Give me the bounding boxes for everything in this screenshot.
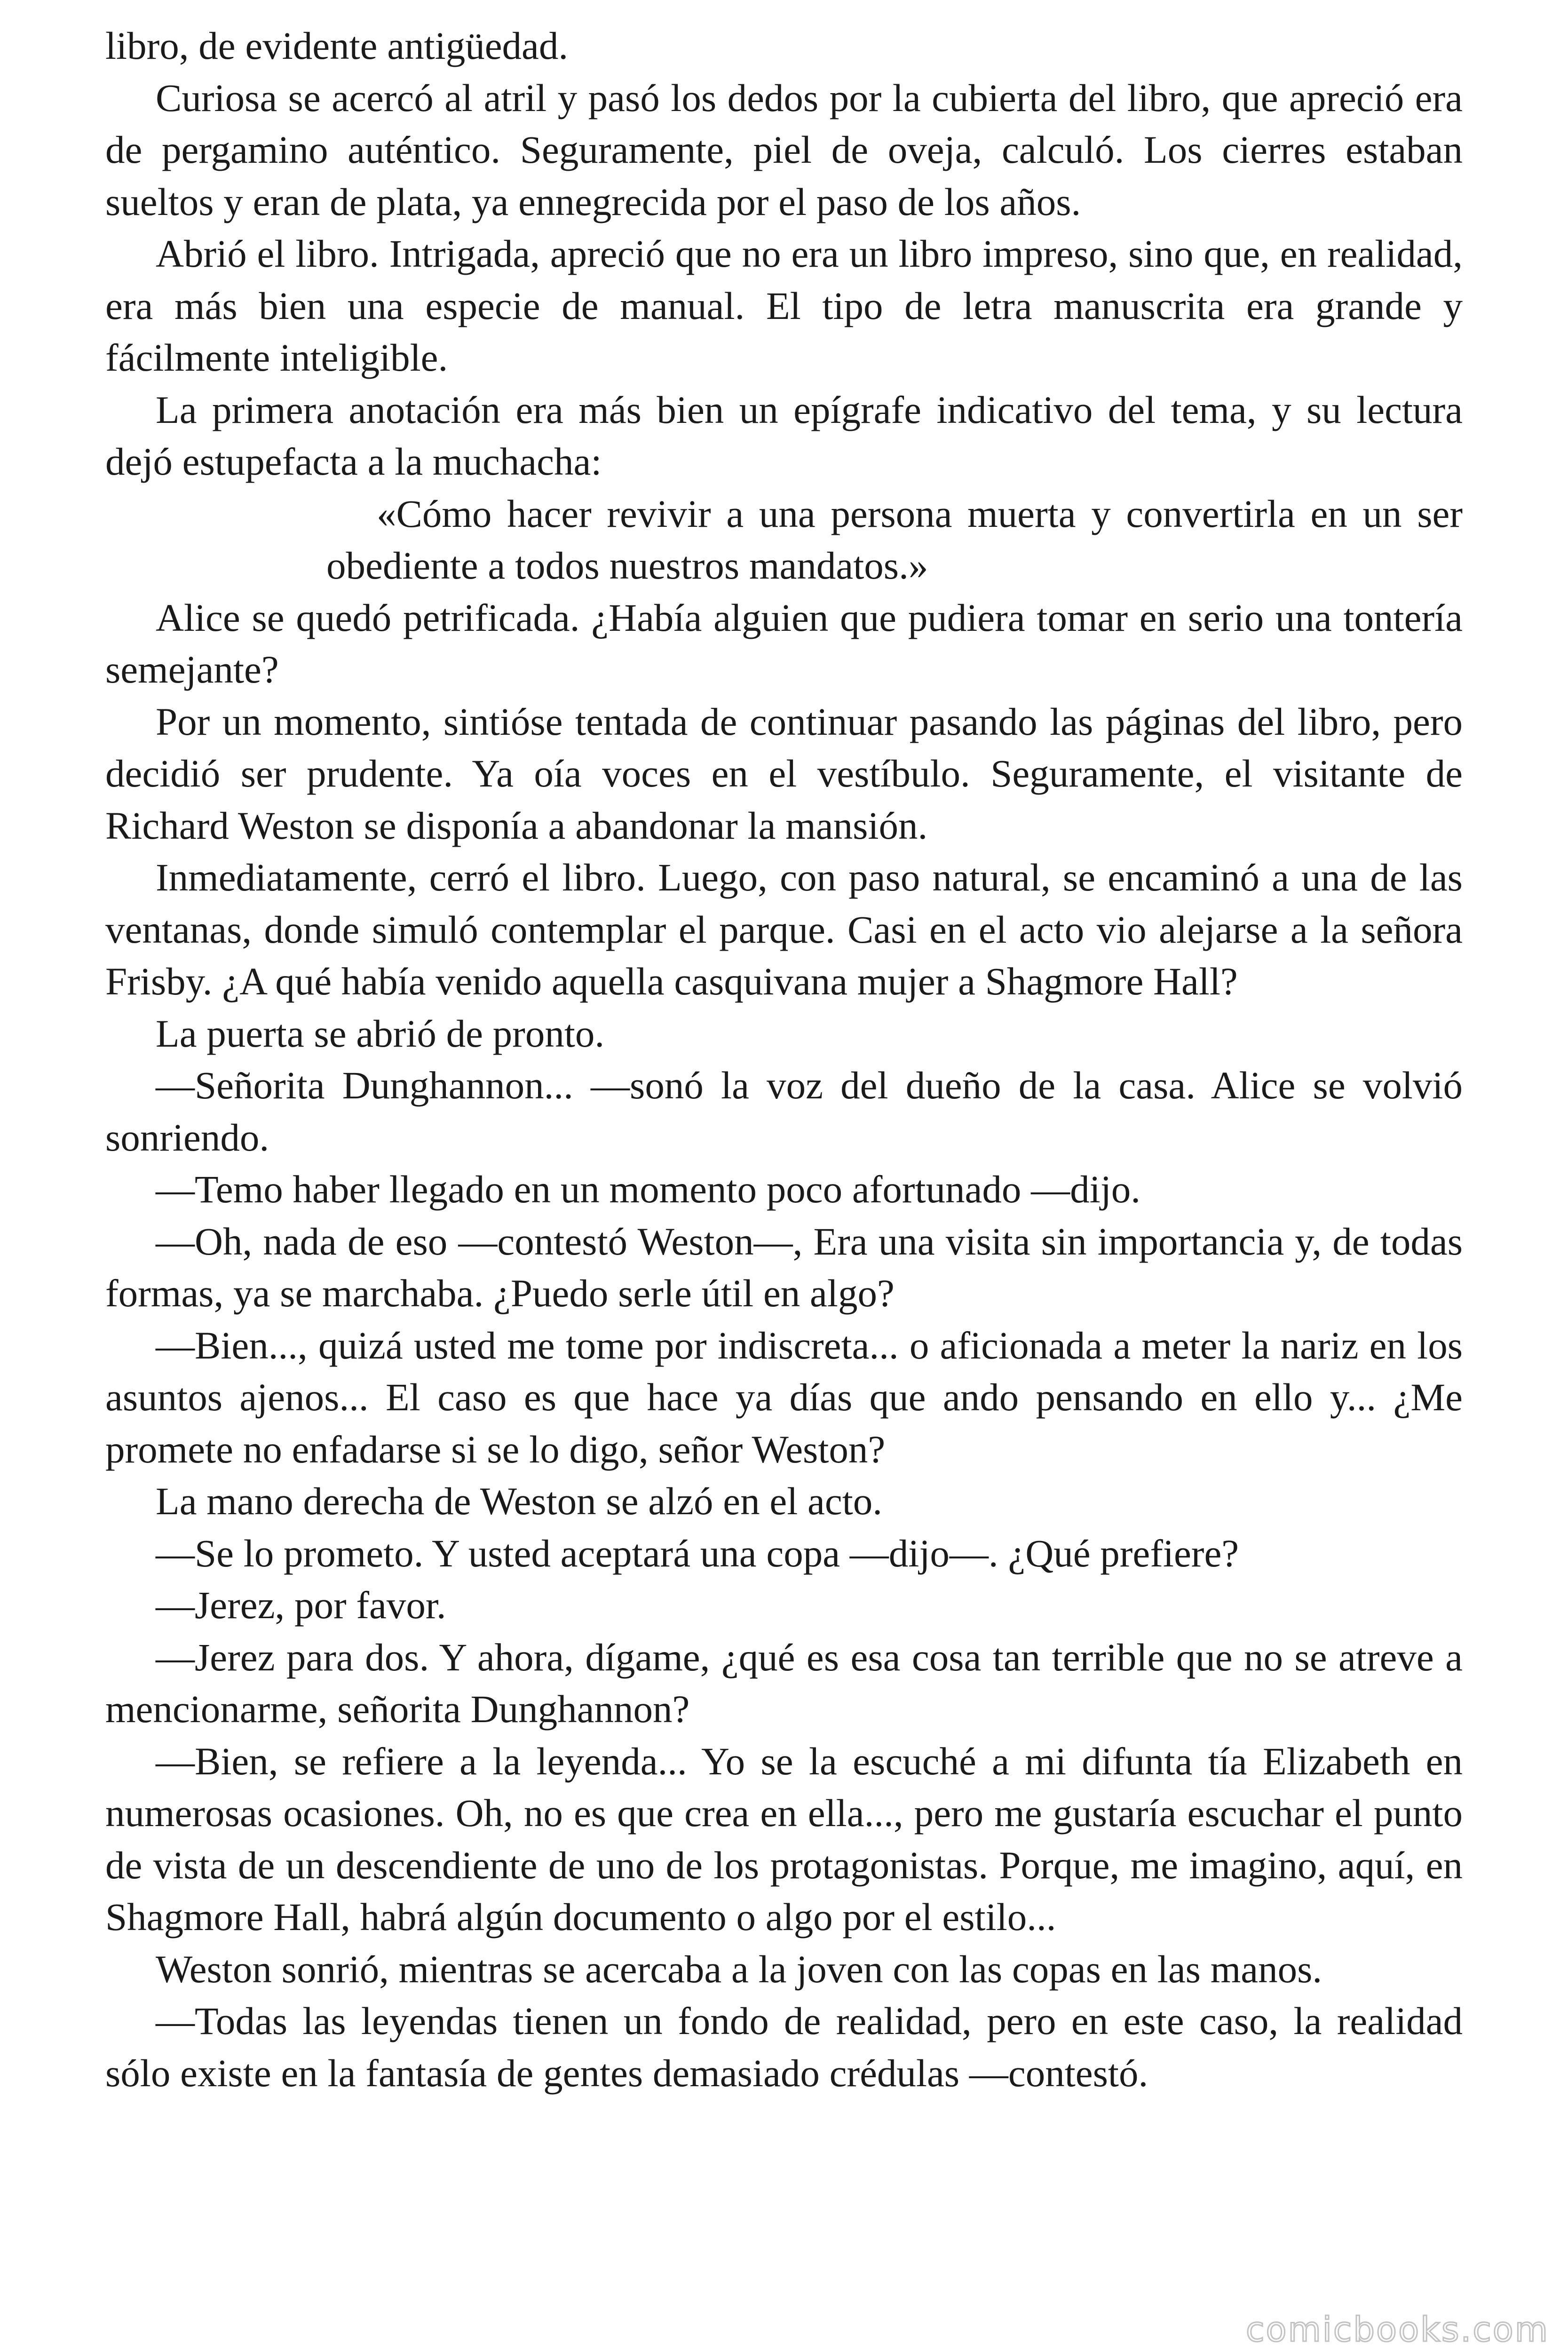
watermark-logo: comicbooks.com: [1245, 2310, 1549, 2349]
dialogue-paragraph: —Bien, se refiere a la leyenda... Yo se la escuché a mi difunta tía Elizabeth en numerosas ocasiones. Oh, no es que crea en ella..., pero me gustaría escuchar el punto de vista de un descendiente de uno de los protagonistas. Porque, me imagino, aquí, en Shagmore Hall, habrá algún documento o algo por el estilo...: [105, 1739, 1463, 1939]
paragraph: Abrió el libro. Intrigada, apreció que no era un libro impreso, sino que, en realidad, era más bien una especie de manual. El tipo de letra manuscrita era grande y fácilmente inteligible.: [105, 232, 1463, 379]
paragraph: Curiosa se acercó al atril y pasó los dedos por la cubierta del libro, que apreció era de pergamino auténtico. Seguramente, piel de oveja, calculó. Los cierres estaban sueltos y eran de plata, ya ennegrecida por el paso de los años.: [105, 76, 1463, 223]
dialogue-paragraph: —Temo haber llegado en un momento poco afortunado —dijo.: [156, 1168, 1141, 1211]
paragraph: Inmediatamente, cerró el libro. Luego, con paso natural, se encaminó a una de las ventanas, donde simuló contemplar el parque. Casi en el acto vio alejarse a la señora Frisby. ¿A qué había venido aquella casquivana mujer a Shagmore Hall?: [105, 856, 1463, 1003]
paragraph: La primera anotación era más bien un epígrafe indicativo del tema, y su lectura dejó estupefacta a la muchacha:: [105, 388, 1463, 483]
dialogue-paragraph: —Jerez, por favor.: [156, 1583, 446, 1627]
paragraph: Alice se quedó petrificada. ¿Había alguien que pudiera tomar en serio una tontería semejante?: [105, 596, 1463, 691]
dialogue-paragraph: —Oh, nada de eso —contestó Weston—, Era una visita sin importancia y, de todas formas, ya se marchaba. ¿Puedo serle útil en algo?: [105, 1219, 1463, 1315]
dialogue-paragraph: —Bien..., quizá usted me tome por indiscreta... o aficionada a meter la nariz en los asuntos ajenos... El caso es que hace ya días que ando pensando en ello y... ¿Me promete no enfadarse si se lo digo, señor Weston?: [105, 1323, 1463, 1471]
page-body-text: [105, 20, 1463, 2099]
paragraph: Por un momento, sintióse tentada de continuar pasando las páginas del libro, pero decidió ser prudente. Ya oía voces en el vestíbulo. Seguramente, el visitante de Richard Weston se disponía a abandonar la mansión.: [105, 699, 1463, 847]
paragraph: Weston sonrió, mientras se acercaba a la joven con las copas en las manos.: [156, 1947, 1323, 1991]
paragraph: La mano derecha de Weston se alzó en el acto.: [156, 1479, 883, 1523]
dialogue-paragraph: —Todas las leyendas tienen un fondo de realidad, pero en este caso, la realidad sólo existe en la fantasía de gentes demasiado crédulas —contestó.: [105, 1999, 1463, 2095]
paragraph: libro, de evidente antigüedad.: [105, 24, 569, 67]
epigraph-quote: «Cómo hacer revivir a una persona muerta y convertirla en un ser obediente a todos nuestros mandatos.»: [326, 492, 1463, 587]
dialogue-paragraph: —Se lo prometo. Y usted aceptará una copa —dijo—. ¿Qué prefiere?: [156, 1531, 1239, 1575]
dialogue-paragraph: —Jerez para dos. Y ahora, dígame, ¿qué es esa cosa tan terrible que no se atreve a mencionarme, señorita Dunghannon?: [105, 1635, 1463, 1731]
dialogue-paragraph: —Señorita Dunghannon... —sonó la voz del dueño de la casa. Alice se volvió sonriendo.: [105, 1064, 1463, 1159]
paragraph: La puerta se abrió de pronto.: [156, 1011, 605, 1055]
